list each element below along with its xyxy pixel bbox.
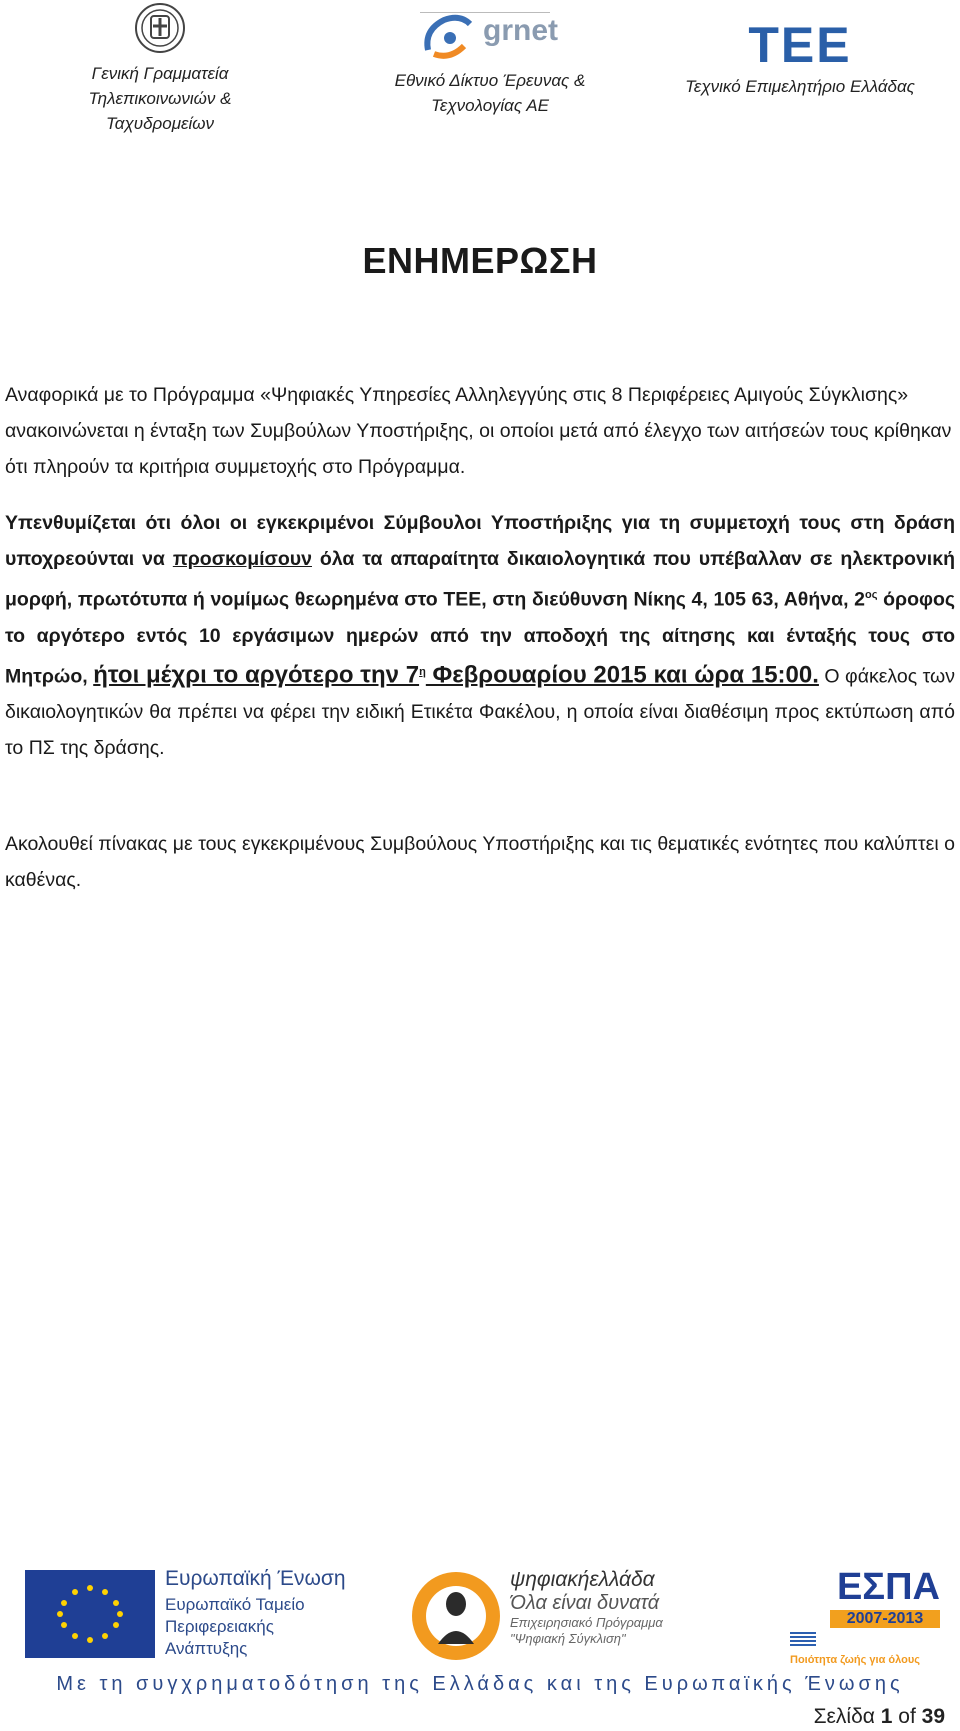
page-current: 1 [880,1705,893,1728]
header-grnet-line1: Εθνικό Δίκτυο Έρευνας & [394,71,586,90]
page-label: Σελίδα [813,1705,875,1728]
psifiaki-line3: Επιχειρησιακό Πρόγραμμα [510,1615,663,1630]
page-total: 39 [921,1705,945,1728]
header-ggt [60,0,260,136]
header-ggt-line1: Γενική Γραμματεία [91,64,229,83]
reminder-text-normal: Ο φάκελος των δικαιολογητικών θα πρέπει να φέρει την ειδική Ετικέτα Φακέλου, η οποία είναι διαθέσιμη προς εκτύπωση από το ΠΣ της δράσης. [5,665,955,759]
psifiaki-logo-text [510,1568,750,1647]
eu-line1: Ευρωπαϊκή Ένωση [165,1567,346,1590]
psifiaki-line4: "Ψηφιακή Σύγκλιση" [510,1631,626,1646]
espa-logo-text: ΕΣΠΑ [836,1566,940,1608]
deadline-text-2: Φεβρουαρίου 2015 και ώρα 15:00. [425,661,819,688]
header-ggt-line2: Τηλεπικοινωνιών & [88,89,232,108]
eu-logo-text [165,1568,405,1660]
reminder-text-3: όροφος το αργότερο εντός 10 εργάσιμων ημερών από την αποδοχή της αίτησης και ένταξής τους στο Μητρώο, [5,588,956,687]
grnet-swirl-icon [420,10,480,64]
deadline-sup: η [419,665,426,678]
greek-emblem-icon [134,2,186,54]
deadline-text-1: ήτοι μέχρι το αργότερο την 7 [93,661,420,688]
eu-line3: Περιφερειακής [165,1617,274,1636]
grnet-logo [355,6,625,68]
espa-years: 2007-2013 [830,1610,940,1628]
header-grnet [355,0,625,118]
eu-line4: Ανάπτυξης [165,1639,248,1658]
page-of: of [898,1705,916,1728]
header-ggt-line3: Ταχυδρομείων [105,114,215,133]
paragraph-table-intro: Ακολουθεί πίνακας με τους εγκεκριμένους Συμβούλους Υποστήριξης και τις θεματικές ενότητες που καλύπτει ο καθένας. [5,833,955,891]
reminder-underlined: προσκομίσουν [172,548,312,570]
psifiaki-line1: ψηφιακήελλάδα [510,1568,655,1591]
page-number [814,1705,945,1729]
eu-flag-icon [25,1570,155,1658]
header-grnet-line2: Τεχνολογίας ΑΕ [431,96,549,115]
psifiaki-ellada-icon [408,1566,504,1666]
greek-flag-icon [790,1632,816,1648]
grnet-logo-text: grnet [483,14,558,47]
espa-tagline: Ποιότητα ζωής για όλους [790,1654,920,1666]
tee-logo: ΤΕΕ [748,17,852,73]
cofunding-text: Με τη συγχρηματοδότηση της Ελλάδας και της Ευρωπαϊκής Ένωσης [56,1673,904,1695]
reminder-text-2: όλα τα απαραίτητα δικαιολογητικά που υπέβαλλαν σε ηλεκτρονική μορφή, πρωτότυπα ή νομίμως θεωρημένα στο ΤΕΕ, στη διεύθυνση Νίκης 4, 105 63, Αθήνα, 2 [5,548,955,611]
reminder-text-1: Υπενθυμίζεται ότι όλοι οι εγκεκριμένοι Σύμβουλοι Υποστήριξης για τη συμμετοχή τους στη δράση υποχρεούνται να [5,512,955,570]
espa-logo [790,1566,940,1666]
header-tee [650,0,950,99]
header-tee-line1: Τεχνικό Επιμελητήριο Ελλάδας [685,77,915,96]
reminder-sup-floor: ος [865,589,878,601]
page-title: ΕΝΗΜΕΡΩΣΗ [362,240,598,281]
eu-line2: Ευρωπαϊκό Ταμείο [165,1595,305,1614]
paragraph-reminder [5,505,955,766]
psifiaki-line2: Όλα είναι δυνατά [510,1592,660,1614]
paragraph-intro: Αναφορικά με το Πρόγραμμα «Ψηφιακές Υπηρεσίες Αλληλεγγύης στις 8 Περιφέρειες Αμιγούς Σύγκλισης» ανακοινώνεται η ένταξη των Συμβούλων Υποστήριξης, οι οποίοι μετά από έλεγχο των αιτήσεών τους κρίθηκαν ότι πληρούν τα κριτήρια συμμετοχής στο Πρόγραμμα. [5,384,952,478]
